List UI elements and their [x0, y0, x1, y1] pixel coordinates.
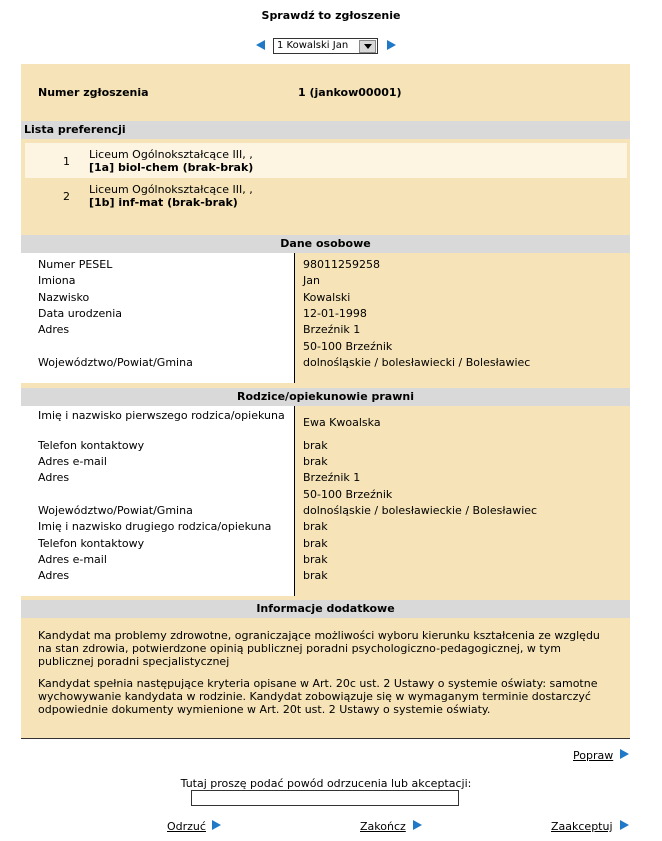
- email-value: brak: [303, 455, 328, 468]
- parent2-name-value: brak: [303, 520, 328, 533]
- parent-address-label: Adres: [38, 471, 70, 484]
- additional-info-header: Informacje dodatkowe: [21, 600, 630, 618]
- additional-info-paragraph: Kandydat ma problemy zdrowotne, ograniczające możliwości wyboru kierunku kształcenia ze względu na stan zdrowia, potwierdzone opinią publicznej poradni psychologiczno-pedagogicznej, w tym publicznej poradni specjalistycznej: [38, 629, 600, 668]
- accept-link[interactable]: Zaakceptuj: [551, 820, 613, 833]
- last-name-value: Kowalski: [303, 291, 351, 304]
- preference-group: [1a] biol-chem (brak-brak): [89, 161, 254, 174]
- address-value: Brzeźnik 1: [303, 323, 361, 336]
- first-name-value: Jan: [303, 274, 320, 287]
- panel-bottom-border: [21, 738, 630, 739]
- first-name-label: Imiona: [38, 274, 76, 287]
- preferences-header: Lista preferencji: [21, 121, 630, 139]
- preference-index: 1: [63, 155, 70, 168]
- preference-school: Liceum Ogólnokształcące III, ,: [89, 148, 253, 161]
- preference-item: [25, 143, 627, 178]
- address2-value: brak: [303, 569, 328, 582]
- previous-arrow-icon[interactable]: [256, 40, 265, 50]
- email2-value: brak: [303, 553, 328, 566]
- record-navigation: [0, 38, 662, 54]
- parent2-name-label: Imię i nazwisko drugiego rodzica/opiekuna: [38, 520, 272, 533]
- column-divider: [294, 253, 295, 383]
- arrow-right-icon[interactable]: [413, 820, 422, 830]
- parents-labels-column: [21, 406, 295, 596]
- submission-number-value: 1 (jankow00001): [298, 86, 402, 99]
- pesel-label: Numer PESEL: [38, 258, 113, 271]
- parent-region-label: Województwo/Powiat/Gmina: [38, 504, 193, 517]
- birth-date-label: Data urodzenia: [38, 307, 123, 320]
- region-value: dolnośląskie / bolesławiecki / Bolesławiec: [303, 356, 531, 369]
- preference-school: Liceum Ogólnokształcące III, ,: [89, 183, 253, 196]
- additional-info-paragraph: Kandydat spełnia następujące kryteria opisane w Art. 20c ust. 2 Ustawy o systemie oświaty: samotne wychowywanie kandydata w rodzinie. Kandydat zobowiązuje się w wymaganym terminie dostarczyć odpowiednie dokumenty wymienione w Art. 20t ust. 2 Ustawy o systemie oświaty.: [38, 677, 598, 716]
- arrow-right-icon[interactable]: [620, 820, 629, 830]
- region-label: Województwo/Powiat/Gmina: [38, 356, 193, 369]
- address-label: Adres: [38, 323, 70, 336]
- email-label: Adres e-mail: [38, 455, 107, 468]
- address2-label: Adres: [38, 569, 70, 582]
- finish-link[interactable]: Zakończ: [360, 820, 406, 833]
- address-city-value: 50-100 Brzeźnik: [303, 340, 393, 353]
- next-arrow-icon[interactable]: [387, 40, 396, 50]
- arrow-right-icon[interactable]: [620, 749, 629, 759]
- chevron-down-icon[interactable]: [359, 40, 376, 53]
- parent1-name-label: Imię i nazwisko pierwszego rodzica/opiekuna: [38, 409, 285, 422]
- parent1-name-value: Ewa Kwoalska: [303, 416, 381, 429]
- pesel-value: 98011259258: [303, 258, 380, 271]
- preference-item: [25, 178, 627, 213]
- reason-input[interactable]: [191, 790, 459, 806]
- record-select-value: 1 Kowalski Jan: [277, 40, 349, 51]
- phone-value: brak: [303, 439, 328, 452]
- last-name-label: Nazwisko: [38, 291, 90, 304]
- personal-data-header: Dane osobowe: [21, 235, 630, 253]
- preference-group: [1b] inf-mat (brak-brak): [89, 196, 238, 209]
- parent-address-value: Brzeźnik 1: [303, 471, 361, 484]
- phone-label: Telefon kontaktowy: [38, 439, 145, 452]
- reject-link[interactable]: Odrzuć: [167, 820, 206, 833]
- parent-address-city-value: 50-100 Brzeźnik: [303, 488, 393, 501]
- phone2-label: Telefon kontaktowy: [38, 537, 145, 550]
- page-title: Sprawdź to zgłoszenie: [261, 9, 401, 22]
- birth-date-value: 12-01-1998: [303, 307, 367, 320]
- submission-number-label: Numer zgłoszenia: [38, 86, 149, 99]
- parents-header: Rodzice/opiekunowie prawni: [21, 388, 630, 406]
- phone2-value: brak: [303, 537, 328, 550]
- reason-label: Tutaj proszę podać powód odrzucenia lub akceptacji:: [180, 777, 472, 790]
- column-divider: [294, 406, 295, 596]
- arrow-right-icon[interactable]: [212, 820, 221, 830]
- parent-region-value: dolnośląskie / bolesławieckie / Bolesławiec: [303, 504, 538, 517]
- fix-link[interactable]: Popraw: [573, 749, 614, 762]
- email2-label: Adres e-mail: [38, 553, 107, 566]
- preference-index: 2: [63, 190, 70, 203]
- record-select[interactable]: [273, 38, 378, 54]
